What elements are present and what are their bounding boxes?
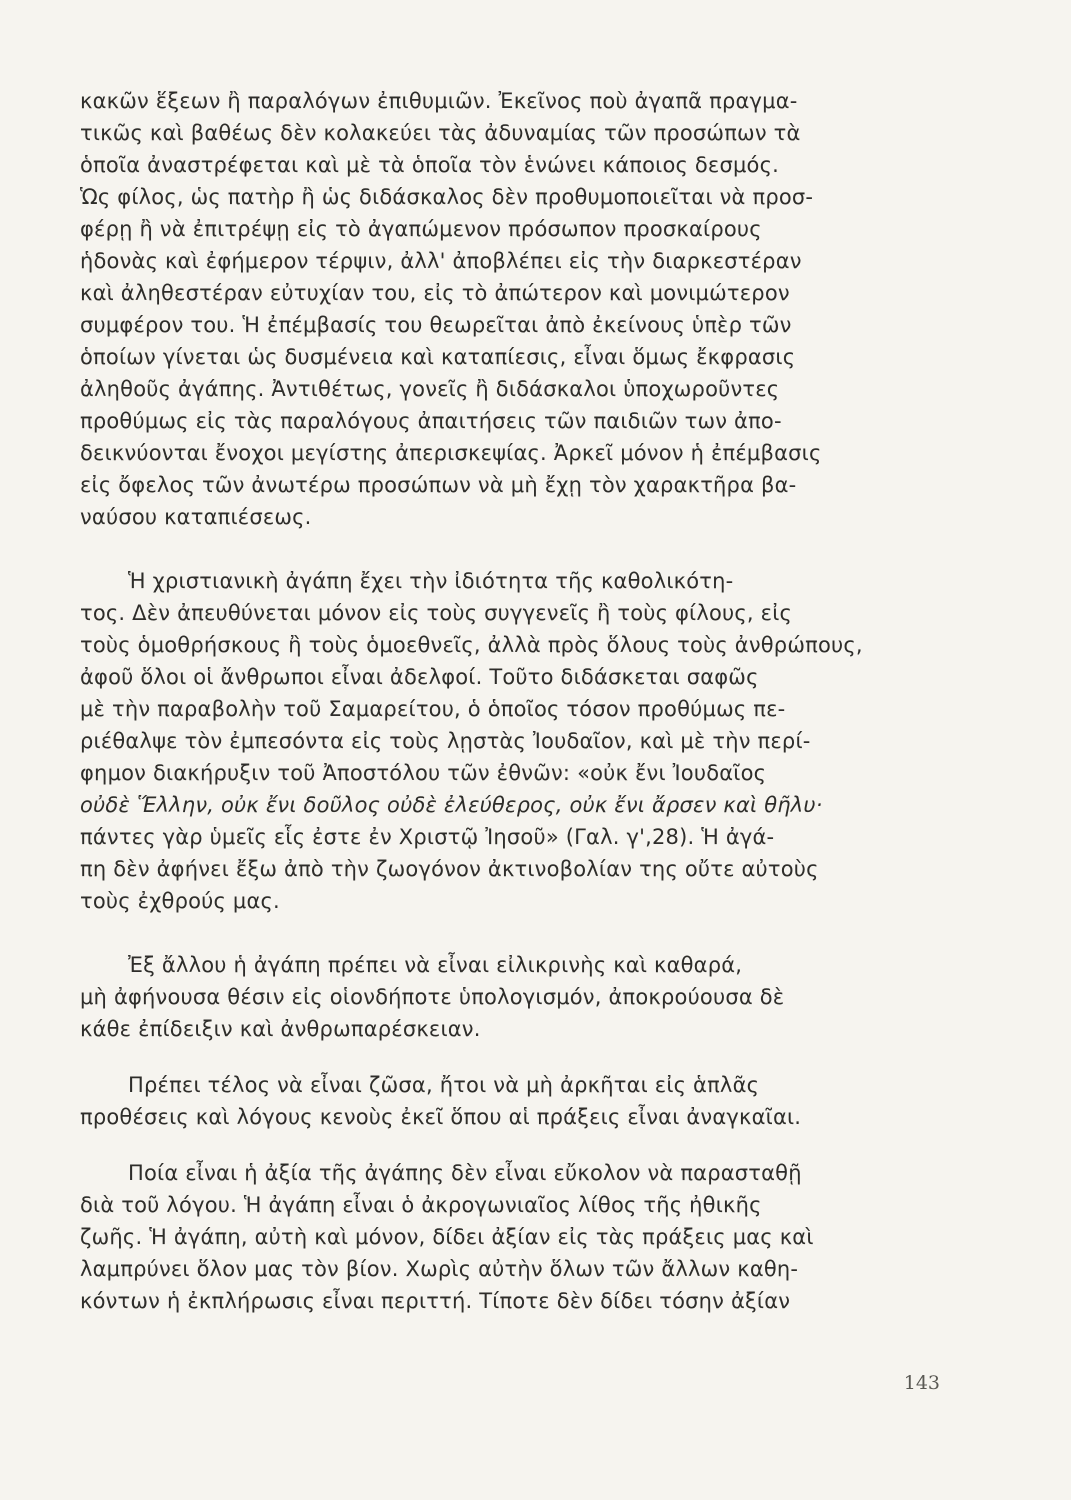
text-line: ζωῆς. Ἡ ἀγάπη, αὐτὴ καὶ μόνον, δίδει ἀξίαν εἰς τὰς πράξεις μας καὶ — [80, 1225, 814, 1249]
text-line: τοὺς ἐχθρούς μας. — [80, 889, 280, 913]
text-line: Ποία εἶναι ἡ ἀξία τῆς ἀγάπης δὲν εἶναι εὔκολον νὰ παρασταθῇ — [128, 1161, 802, 1185]
page-number: 143 — [903, 1372, 940, 1394]
text-line: κάθε ἐπίδειξιν καὶ ἀνθρωπαρέσκειαν. — [80, 1017, 481, 1041]
text-line: ὁποίων γίνεται ὡς δυσμένεια καὶ καταπίεσις, εἶναι ὅμως ἔκφρασις — [80, 345, 796, 369]
text-line: ἀφοῦ ὅλοι οἱ ἄνθρωποι εἶναι ἀδελφοί. Τοῦτο διδάσκεται σαφῶς — [80, 665, 759, 689]
text-line: λαμπρύνει ὅλον μας τὸν βίον. Χωρὶς αὐτὴν ὅλων τῶν ἄλλων καθη- — [80, 1257, 799, 1281]
text-line: ἡδονὰς καὶ ἐφήμερον τέρψιν, ἀλλ' ἀποβλέπει εἰς τὴν διαρκεστέραν — [80, 249, 802, 273]
text-line: πη δὲν ἀφήνει ἔξω ἀπὸ τὴν ζωογόνον ἀκτινοβολίαν της οὔτε αὐτοὺς — [80, 857, 819, 881]
text-line: τοὺς ὁμοθρήσκους ἢ τοὺς ὁμοεθνεῖς, ἀλλὰ πρὸς ὅλους τοὺς ἀνθρώπους, — [80, 633, 863, 657]
text-line: καὶ ἀληθεστέραν εὐτυχίαν του, εἰς τὸ ἀπώτερον καὶ μονιμώτερον — [80, 281, 790, 305]
text-line: οὐδὲ Ἕλλην, οὐκ ἔνι δοῦλος οὐδὲ ἐλεύθερος, οὐκ ἔνι ἄρσεν καὶ θῆλυ· — [80, 793, 823, 817]
text-line: ναύσου καταπιέσεως. — [80, 505, 312, 529]
text-line: προθύμως εἰς τὰς παραλόγους ἀπαιτήσεις τῶν παιδιῶν των ἀπο- — [80, 409, 782, 433]
text-line: Ἐξ ἄλλου ἡ ἀγάπη πρέπει νὰ εἶναι εἰλικρινὴς καὶ καθαρά, — [128, 953, 743, 977]
text-line: ριέθαλψε τὸν ἐμπεσόντα εἰς τοὺς λῃστὰς Ἰουδαῖον, καὶ μὲ τὴν περί- — [80, 729, 811, 753]
text-line: ὁποῖα ἀναστρέφεται καὶ μὲ τὰ ὁποῖα τὸν ἑνώνει κάποιος δεσμός. — [80, 153, 780, 177]
text-line: μὲ τὴν παραβολὴν τοῦ Σαμαρείτου, ὁ ὁποῖος τόσον προθύμως πε- — [80, 697, 786, 721]
text-line: εἰς ὄφελος τῶν ἀνωτέρω προσώπων νὰ μὴ ἔχῃ τὸν χαρακτῆρα βα- — [80, 473, 797, 497]
text-line: φημον διακήρυξιν τοῦ Ἀποστόλου τῶν ἐθνῶν: «οὐκ ἔνι Ἰουδαῖος — [80, 761, 767, 785]
text-line: μὴ ἀφήνουσα θέσιν εἰς οἱονδήποτε ὑπολογισμόν, ἀποκρούουσα δὲ — [80, 985, 785, 1009]
text-line: φέρῃ ἢ νὰ ἐπιτρέψῃ εἰς τὸ ἀγαπώμενον πρόσωπον προσκαίρους — [80, 217, 762, 241]
text-line: Ὡς φίλος, ὡς πατὴρ ἢ ὡς διδάσκαλος δὲν προθυμοποιεῖται νὰ προσ- — [80, 185, 814, 209]
text-line: ἀληθοῦς ἀγάπης. Ἀντιθέτως, γονεῖς ἢ διδάσκαλοι ὑποχωροῦντες — [80, 377, 780, 401]
text-line: Ἡ χριστιανικὴ ἀγάπη ἔχει τὴν ἰδιότητα τῆς καθολικότη- — [128, 569, 734, 593]
text-line: συμφέρον του. Ἡ ἐπέμβασίς του θεωρεῖται ἀπὸ ἐκείνους ὑπὲρ τῶν — [80, 313, 792, 337]
text-line: κακῶν ἕξεων ἢ παραλόγων ἐπιθυμιῶν. Ἐκεῖνος ποὺ ἀγαπᾶ πραγμα- — [80, 89, 798, 113]
text-line: τικῶς καὶ βαθέως δὲν κολακεύει τὰς ἀδυναμίας τῶν προσώπων τὰ — [80, 121, 801, 145]
text-line: Πρέπει τέλος νὰ εἶναι ζῶσα, ἤτοι νὰ μὴ ἀρκῆται εἰς ἁπλᾶς — [128, 1073, 760, 1097]
text-line: τος. Δὲν ἀπευθύνεται μόνον εἰς τοὺς συγγενεῖς ἢ τοὺς φίλους, εἰς — [80, 601, 793, 625]
text-line: δεικνύονται ἔνοχοι μεγίστης ἀπερισκεψίας. Ἀρκεῖ μόνον ἡ ἐπέμβασις — [80, 441, 822, 465]
text-line: κόντων ἡ ἐκπλήρωσις εἶναι περιττή. Τίποτε δὲν δίδει τόσην ἀξίαν — [80, 1289, 791, 1313]
text-line: προθέσεις καὶ λόγους κενοὺς ἐκεῖ ὅπου αἱ πράξεις εἶναι ἀναγκαῖαι. — [80, 1105, 802, 1129]
text-line: πάντες γὰρ ὑμεῖς εἷς ἐστε ἐν Χριστῷ Ἰησοῦ» (Γαλ. γ',28). Ἡ ἀγά- — [80, 825, 775, 849]
text-line: διὰ τοῦ λόγου. Ἡ ἀγάπη εἶναι ὁ ἀκρογωνιαῖος λίθος τῆς ἠθικῆς — [80, 1193, 762, 1217]
